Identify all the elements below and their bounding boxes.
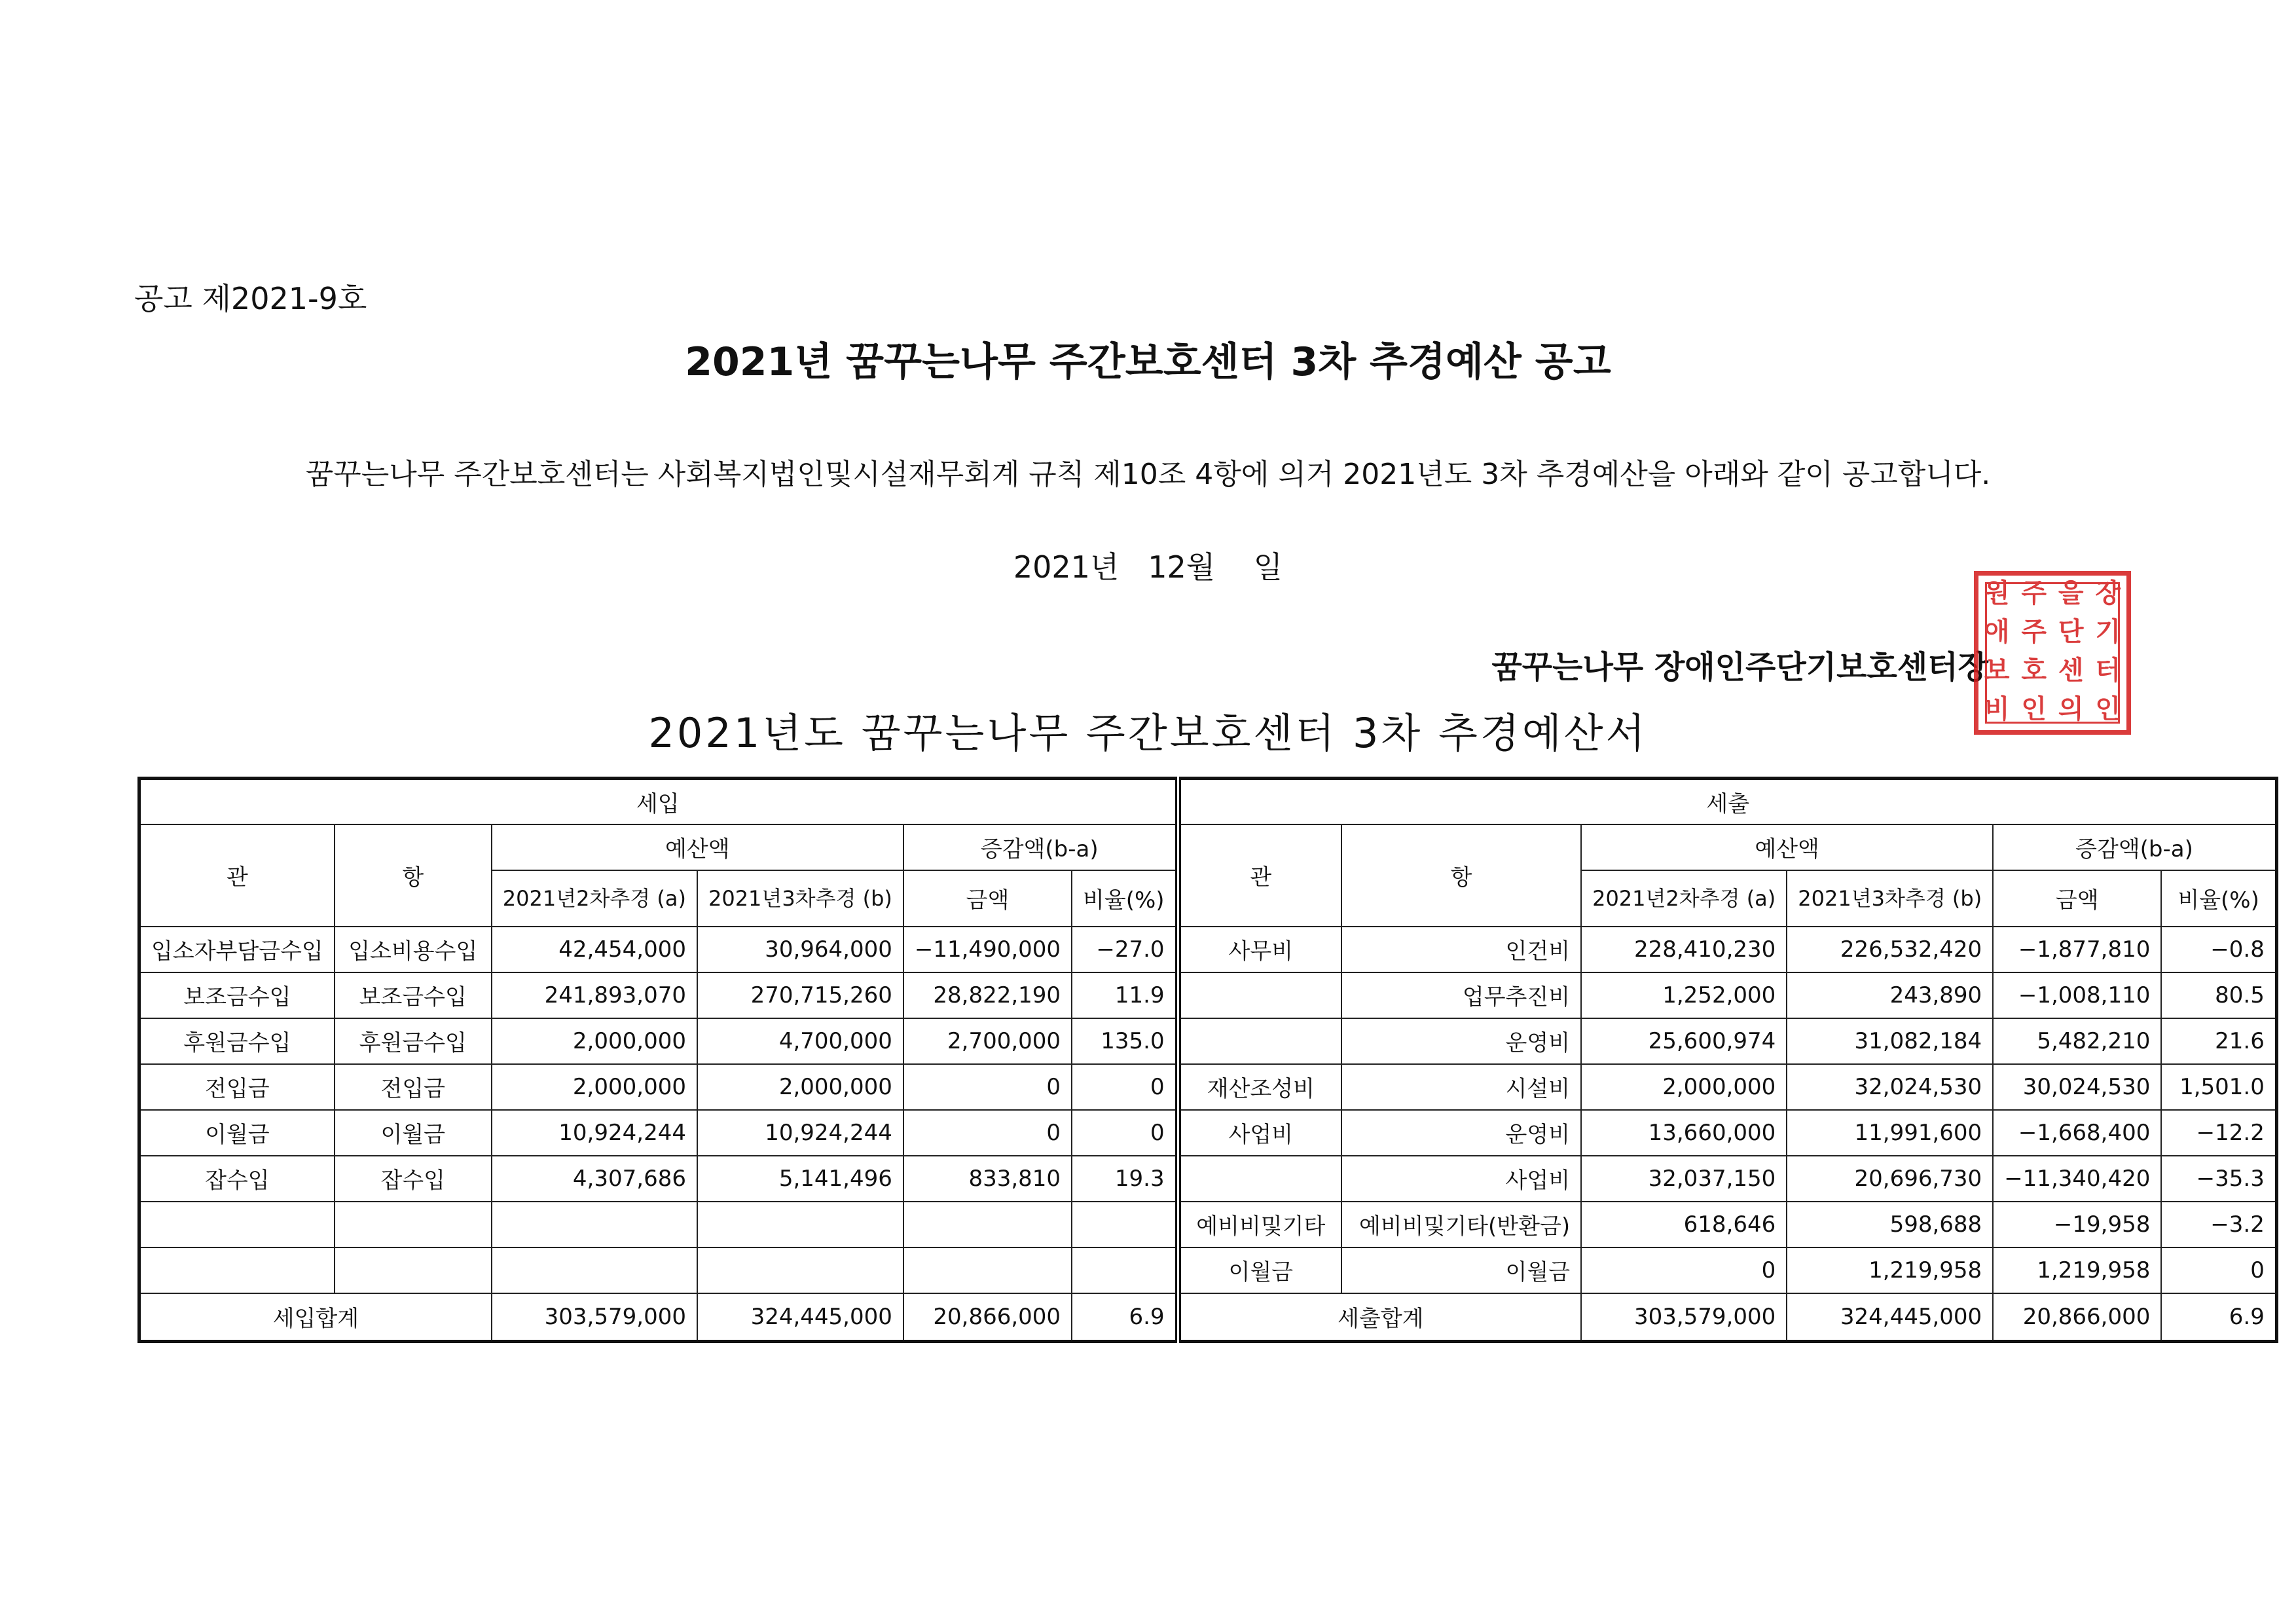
income-total-change: 20,866,000	[903, 1293, 1072, 1342]
expense-total-prev: 303,579,000	[1581, 1293, 1787, 1342]
income-change-ratio: 19.3	[1072, 1156, 1178, 1202]
income-total-ratio: 6.9	[1072, 1293, 1178, 1342]
seal-glyph: 인	[2095, 694, 2121, 724]
expense-gwan: 재산조성비	[1178, 1064, 1341, 1110]
col-header-ratio: 비율(%)	[1072, 870, 1178, 927]
expense-header: 세출	[1178, 779, 2276, 824]
income-gwan: 입소자부담금수입	[139, 927, 335, 972]
seal-glyph: 애	[1984, 617, 2010, 647]
income-gwan	[139, 1247, 335, 1293]
expense-hang: 업무추진비	[1341, 972, 1581, 1018]
income-gwan: 보조금수입	[139, 972, 335, 1018]
income-hang: 전입금	[335, 1064, 492, 1110]
expense-gwan	[1178, 1018, 1341, 1064]
seal-glyph: 호	[2021, 655, 2047, 686]
income-gwan: 후원금수입	[139, 1018, 335, 1064]
table-row	[139, 1247, 2277, 1293]
expense-change-amount: −1,877,810	[1993, 927, 2161, 972]
income-change-ratio: −27.0	[1072, 927, 1178, 972]
income-next	[697, 1202, 903, 1247]
income-prev: 241,893,070	[492, 972, 697, 1018]
income-next: 5,141,496	[697, 1156, 903, 1202]
expense-gwan	[1178, 972, 1341, 1018]
expense-hang: 이월금	[1341, 1247, 1581, 1293]
expense-prev: 618,646	[1581, 1202, 1787, 1247]
expense-total-next: 324,445,000	[1787, 1293, 1993, 1342]
seal-glyph: 터	[2095, 655, 2121, 686]
expense-change-ratio: −12.2	[2161, 1110, 2276, 1156]
seal-glyph: 단	[2058, 617, 2084, 647]
expense-change-amount: −11,340,420	[1993, 1156, 2161, 1202]
total-row	[139, 1293, 2277, 1342]
income-change-amount: 833,810	[903, 1156, 1072, 1202]
signer-name: 꿈꾸는나무 장애인주단기보호센터장	[1491, 649, 1988, 686]
budget-table	[137, 777, 2278, 1343]
col-header-change: 증감액(b-a)	[1993, 824, 2276, 870]
income-prev: 2,000,000	[492, 1064, 697, 1110]
col-header-prev: 2021년2차추경 (a)	[492, 870, 697, 927]
income-prev: 42,454,000	[492, 927, 697, 972]
expense-prev: 25,600,974	[1581, 1018, 1787, 1064]
col-header-change: 증감액(b-a)	[903, 824, 1178, 870]
income-total-next: 324,445,000	[697, 1293, 903, 1342]
table-row	[139, 927, 2277, 972]
page-title: 2021년 꿈꾸는나무 주간보호센터 3차 추경예산 공고	[685, 339, 1611, 385]
income-prev	[492, 1202, 697, 1247]
income-next: 4,700,000	[697, 1018, 903, 1064]
col-header-gwan: 관	[1178, 824, 1341, 927]
expense-gwan: 이월금	[1178, 1247, 1341, 1293]
expense-next: 31,082,184	[1787, 1018, 1993, 1064]
expense-next: 243,890	[1787, 972, 1993, 1018]
income-gwan	[139, 1202, 335, 1247]
income-change-amount: 0	[903, 1064, 1072, 1110]
table-row	[139, 1110, 2277, 1156]
expense-prev: 228,410,230	[1581, 927, 1787, 972]
income-hang: 입소비용수입	[335, 927, 492, 972]
expense-next: 32,024,530	[1787, 1064, 1993, 1110]
expense-change-ratio: 21.6	[2161, 1018, 2276, 1064]
col-header-amount: 금액	[903, 870, 1072, 927]
seal-glyph: 인	[2021, 694, 2047, 724]
expense-change-ratio: −0.8	[2161, 927, 2276, 972]
income-gwan: 이월금	[139, 1110, 335, 1156]
seal-glyph: 장	[2095, 578, 2121, 608]
income-change-ratio	[1072, 1247, 1178, 1293]
income-hang: 이월금	[335, 1110, 492, 1156]
income-change-ratio: 0	[1072, 1110, 1178, 1156]
income-change-amount	[903, 1202, 1072, 1247]
income-next: 2,000,000	[697, 1064, 903, 1110]
expense-prev: 2,000,000	[1581, 1064, 1787, 1110]
expense-change-amount: −1,668,400	[1993, 1110, 2161, 1156]
expense-next: 1,219,958	[1787, 1247, 1993, 1293]
income-prev: 10,924,244	[492, 1110, 697, 1156]
col-header-gwan: 관	[139, 824, 335, 927]
col-header-hang: 항	[335, 824, 492, 927]
seal-glyph: 의	[2058, 694, 2084, 724]
expense-hang: 시설비	[1341, 1064, 1581, 1110]
income-header: 세입	[139, 779, 1178, 824]
expense-total-ratio: 6.9	[2161, 1293, 2276, 1342]
expense-next: 226,532,420	[1787, 927, 1993, 972]
expense-prev: 32,037,150	[1581, 1156, 1787, 1202]
income-hang: 보조금수입	[335, 972, 492, 1018]
col-header-prev: 2021년2차추경 (a)	[1581, 870, 1787, 927]
expense-gwan	[1178, 1156, 1341, 1202]
income-total-label: 세입합계	[139, 1293, 492, 1342]
expense-change-amount: −1,008,110	[1993, 972, 2161, 1018]
seal-glyph: 비	[1984, 694, 2010, 724]
income-change-amount	[903, 1247, 1072, 1293]
intro-text: 꿈꾸는나무 주간보호센터는 사회복지법인및시설재무회계 규칙 제10조 4항에 의거 2021년도 3차 추경예산을 아래와 같이 공고합니다.	[305, 458, 1991, 491]
expense-change-ratio: −35.3	[2161, 1156, 2276, 1202]
expense-change-ratio: 80.5	[2161, 972, 2276, 1018]
expense-hang: 운영비	[1341, 1018, 1581, 1064]
table-row	[139, 972, 2277, 1018]
income-change-amount: 28,822,190	[903, 972, 1072, 1018]
income-prev: 2,000,000	[492, 1018, 697, 1064]
income-gwan: 잡수입	[139, 1156, 335, 1202]
notice-number: 공고 제2021-9호	[134, 281, 367, 316]
table-row	[139, 1064, 2277, 1110]
col-header-next: 2021년3차추경 (b)	[697, 870, 903, 927]
notice-date: 2021년 12월 일	[1013, 549, 1283, 585]
expense-change-amount: 1,219,958	[1993, 1247, 2161, 1293]
income-hang	[335, 1247, 492, 1293]
table-row	[139, 1018, 2277, 1064]
income-total-prev: 303,579,000	[492, 1293, 697, 1342]
income-next: 30,964,000	[697, 927, 903, 972]
col-header-hang: 항	[1341, 824, 1581, 927]
expense-prev: 1,252,000	[1581, 972, 1787, 1018]
expense-change-amount: 5,482,210	[1993, 1018, 2161, 1064]
col-header-amount: 금액	[1993, 870, 2161, 927]
income-next	[697, 1247, 903, 1293]
seal-glyph: 센	[2058, 655, 2084, 686]
income-gwan: 전입금	[139, 1064, 335, 1110]
expense-change-amount: 30,024,530	[1993, 1064, 2161, 1110]
expense-next: 20,696,730	[1787, 1156, 1993, 1202]
expense-gwan: 사업비	[1178, 1110, 1341, 1156]
income-hang	[335, 1202, 492, 1247]
income-next: 10,924,244	[697, 1110, 903, 1156]
income-hang: 후원금수입	[335, 1018, 492, 1064]
expense-next: 11,991,600	[1787, 1110, 1993, 1156]
income-change-amount: 2,700,000	[903, 1018, 1072, 1064]
income-hang: 잡수입	[335, 1156, 492, 1202]
expense-hang: 운영비	[1341, 1110, 1581, 1156]
income-change-ratio: 135.0	[1072, 1018, 1178, 1064]
expense-gwan: 예비비및기타	[1178, 1202, 1341, 1247]
col-header-ratio: 비율(%)	[2161, 870, 2276, 927]
seal-glyph: 을	[2058, 578, 2084, 608]
expense-change-amount: −19,958	[1993, 1202, 2161, 1247]
expense-next: 598,688	[1787, 1202, 1993, 1247]
income-change-ratio: 11.9	[1072, 972, 1178, 1018]
income-prev	[492, 1247, 697, 1293]
income-change-amount: −11,490,000	[903, 927, 1072, 972]
seal-glyph: 원	[1984, 578, 2010, 608]
expense-change-ratio: −3.2	[2161, 1202, 2276, 1247]
income-prev: 4,307,686	[492, 1156, 697, 1202]
expense-change-ratio: 1,501.0	[2161, 1064, 2276, 1110]
expense-change-ratio: 0	[2161, 1247, 2276, 1293]
income-change-ratio: 0	[1072, 1064, 1178, 1110]
expense-prev: 13,660,000	[1581, 1110, 1787, 1156]
table-row	[139, 1202, 2277, 1247]
col-header-next: 2021년3차추경 (b)	[1787, 870, 1993, 927]
document-title: 2021년도 꿈꾸는나무 주간보호센터 3차 추경예산서	[648, 709, 1648, 757]
expense-total-change: 20,866,000	[1993, 1293, 2161, 1342]
expense-hang: 사업비	[1341, 1156, 1581, 1202]
col-header-budget: 예산액	[492, 824, 903, 870]
seal-glyph: 보	[1984, 655, 2010, 686]
income-change-ratio	[1072, 1202, 1178, 1247]
expense-hang: 인건비	[1341, 927, 1581, 972]
expense-total-label: 세출합계	[1178, 1293, 1581, 1342]
expense-hang: 예비비및기타(반환금)	[1341, 1202, 1581, 1247]
seal-glyph: 기	[2095, 617, 2121, 647]
income-next: 270,715,260	[697, 972, 903, 1018]
seal-glyph: 주	[2021, 617, 2047, 647]
table-row	[139, 1156, 2277, 1202]
col-header-budget: 예산액	[1581, 824, 1993, 870]
seal-glyph: 주	[2021, 578, 2047, 608]
expense-prev: 0	[1581, 1247, 1787, 1293]
expense-gwan: 사무비	[1178, 927, 1341, 972]
income-change-amount: 0	[903, 1110, 1072, 1156]
